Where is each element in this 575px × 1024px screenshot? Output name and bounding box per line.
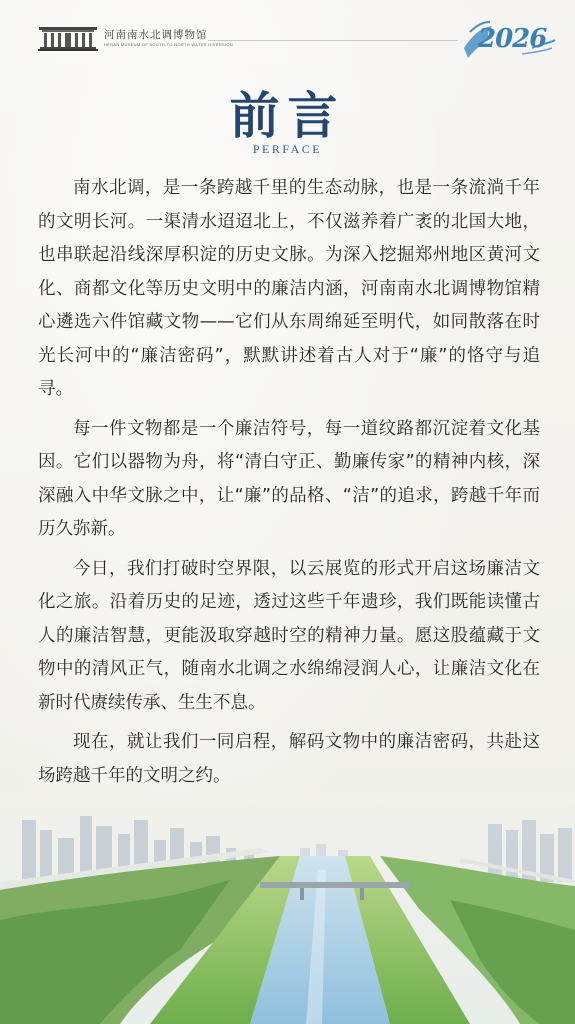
paragraph-2: 每一件文物都是一个廉洁符号，每一道纹路都沉淀着文化基因。它们以器物为舟，将“清白守正、勤廉传家”的精神内核，深深融入中华文脉之中，让“廉”的品格、“洁”的追求，跨越千年而历久弥新。 xyxy=(38,418,540,539)
header xyxy=(0,0,575,70)
page-subtitle: PERFACE xyxy=(252,142,323,156)
paragraph-4: 现在，就让我们一同启程，解码文物中的廉洁密码，共赴这场跨越千年的文明之约。 xyxy=(38,732,540,786)
paragraph-1: 南水北调，是一条跨越千里的生态动脉，也是一条流淌千年的文明长河。一渠清水迢迢北上，不仅滋养着广袤的北国大地，也串联起沿线深厚积淀的历史文脉。为深入挖掘郑州地区黄河文化、商都文化等历史文明中的廉洁内涵，河南南水北调博物馆精心遴选六件馆藏文物——它们从东周绵延至明代，如同散落在时光长河中的“廉洁密码”，默默讲述着古人对于“廉”的恪守与追寻。 xyxy=(38,178,540,399)
canal-scenery-illustration xyxy=(0,790,575,1024)
header-divider xyxy=(208,40,458,41)
year-badge: 2026 xyxy=(478,24,547,54)
museum-name: 河南南水北调博物馆 xyxy=(104,29,208,41)
preface-body xyxy=(38,172,540,799)
paragraph-3: 今日，我们打破时空界限，以云展览的形式开启这场廉洁文化之旅。沿着历史的足迹，透过这些千年遗珍，我们既能读懂古人的廉洁智慧，更能汲取穿越时空的精神力量。愿这股蕴藏于文物中的清风正气，随南水北调之水绵绵浸润人心，让廉洁文化在新时代赓续传承、生生不息。 xyxy=(38,558,540,713)
page-title: 前言 xyxy=(229,86,346,145)
museum-name-en: HENAN MUSEUM OF SOUTH-TO-NORTH WATER DIVERSION xyxy=(104,42,233,47)
museum-building-icon xyxy=(38,24,98,52)
